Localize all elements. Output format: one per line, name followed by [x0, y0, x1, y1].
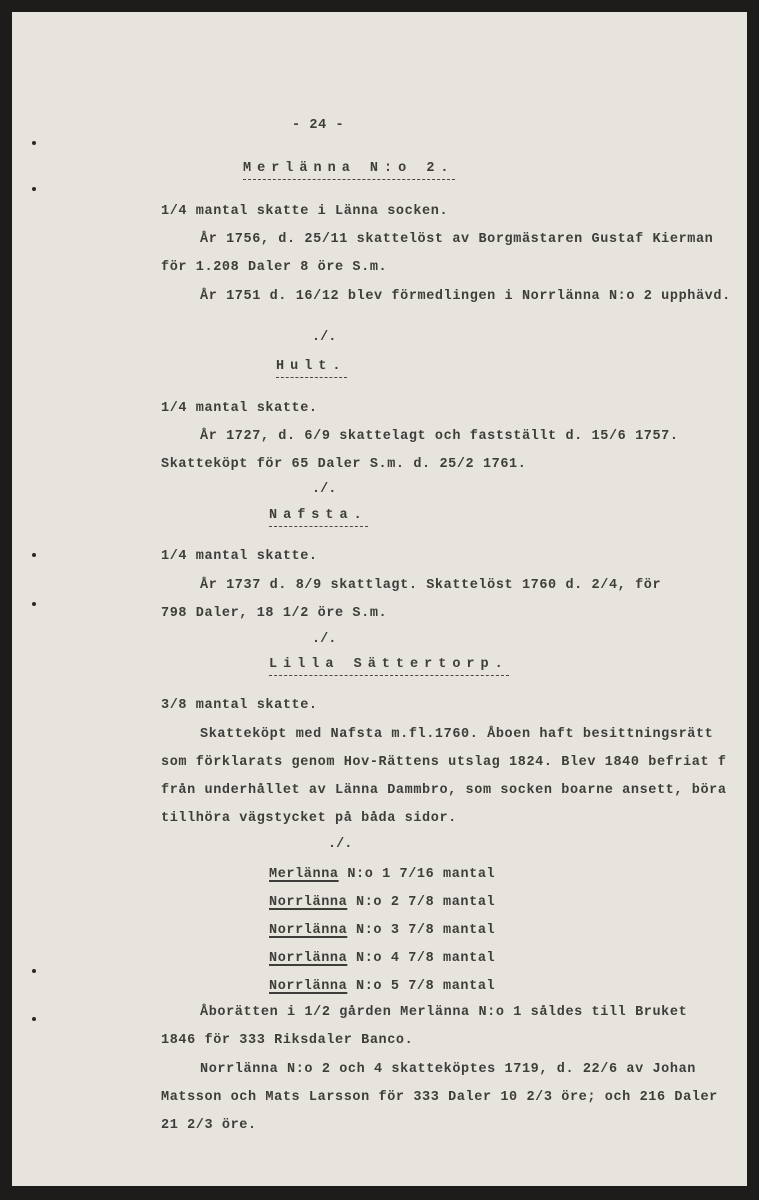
text-line: Norrlänna N:o 2 och 4 skatteköptes 1719, d. 22/6 av Johan: [200, 1062, 696, 1077]
punch-hole: [32, 187, 36, 191]
mantal-list-item: [269, 979, 495, 994]
text-line: för 1.208 Daler 8 öre S.m.: [161, 260, 388, 275]
text-line: År 1737 d. 8/9 skattlagt. Skattelöst 1760 d. 2/4, för: [200, 578, 662, 593]
text-line: från underhållet av Länna Dammbro, som socken boarne ansett, böra: [161, 783, 727, 798]
section-separator: ./.: [312, 482, 337, 497]
mantal-value: N:o 1 7/16 mantal: [338, 867, 496, 882]
punch-hole: [32, 141, 36, 145]
text-line: Matsson och Mats Larsson för 333 Daler 10 2/3 öre; och 216 Daler: [161, 1090, 718, 1105]
section-heading-lilla-sattertorp: Lilla Sättertorp.: [269, 657, 509, 676]
page-number: - 24 -: [292, 118, 345, 133]
punch-hole: [32, 553, 36, 557]
text-line: som förklarats genom Hov-Rättens utslag 1824. Blev 1840 befriat f: [161, 755, 727, 770]
mantal-list-item: [269, 867, 495, 882]
mantal-list-item: [269, 923, 495, 938]
text-line: År 1756, d. 25/11 skattelöst av Borgmästaren Gustaf Kierman: [200, 232, 714, 247]
mantal-value: N:o 2 7/8 mantal: [347, 895, 496, 910]
text-line: Skatteköpt för 65 Daler S.m. d. 25/2 1761.: [161, 457, 527, 472]
farm-name: Norrlänna: [269, 979, 348, 994]
punch-hole: [32, 969, 36, 973]
section-separator: ./.: [328, 837, 353, 852]
text-line: Åborätten i 1/2 gården Merlänna N:o 1 såldes till Bruket: [200, 1005, 688, 1020]
punch-hole: [32, 602, 36, 606]
section-separator: ./.: [312, 632, 337, 647]
mantal-list-item: [269, 895, 495, 910]
text-line: tillhöra vägstycket på båda sidor.: [161, 811, 457, 826]
farm-name: Norrlänna: [269, 951, 348, 966]
farm-name: Norrlänna: [269, 923, 348, 938]
mantal-list-item: [269, 951, 495, 966]
section-heading-hult: Hult.: [276, 359, 347, 378]
text-line: 798 Daler, 18 1/2 öre S.m.: [161, 606, 388, 621]
text-line: 3/8 mantal skatte.: [161, 698, 318, 713]
text-line: Skatteköpt med Nafsta m.fl.1760. Åboen haft besittningsrätt: [200, 727, 714, 742]
text-line: 1/4 mantal skatte.: [161, 401, 318, 416]
section-heading-nafsta: Nafsta.: [269, 508, 368, 527]
text-line: 21 2/3 öre.: [161, 1118, 257, 1133]
mantal-value: N:o 4 7/8 mantal: [347, 951, 496, 966]
farm-name: Norrlänna: [269, 895, 348, 910]
section-separator: ./.: [312, 330, 337, 345]
mantal-value: N:o 3 7/8 mantal: [347, 923, 496, 938]
text-line: 1/4 mantal skatte.: [161, 549, 318, 564]
text-line: 1846 för 333 Riksdaler Banco.: [161, 1033, 414, 1048]
text-line: 1/4 mantal skatte i Länna socken.: [161, 204, 449, 219]
section-heading-merlanna: Merlänna N:o 2.: [243, 161, 455, 180]
text-line: År 1751 d. 16/12 blev förmedlingen i Norrlänna N:o 2 upphävd.: [200, 289, 731, 304]
mantal-value: N:o 5 7/8 mantal: [347, 979, 496, 994]
text-line: År 1727, d. 6/9 skattelagt och fastställt d. 15/6 1757.: [200, 429, 679, 444]
document-page: [12, 12, 747, 1186]
punch-hole: [32, 1017, 36, 1021]
farm-name: Merlänna: [269, 867, 339, 882]
